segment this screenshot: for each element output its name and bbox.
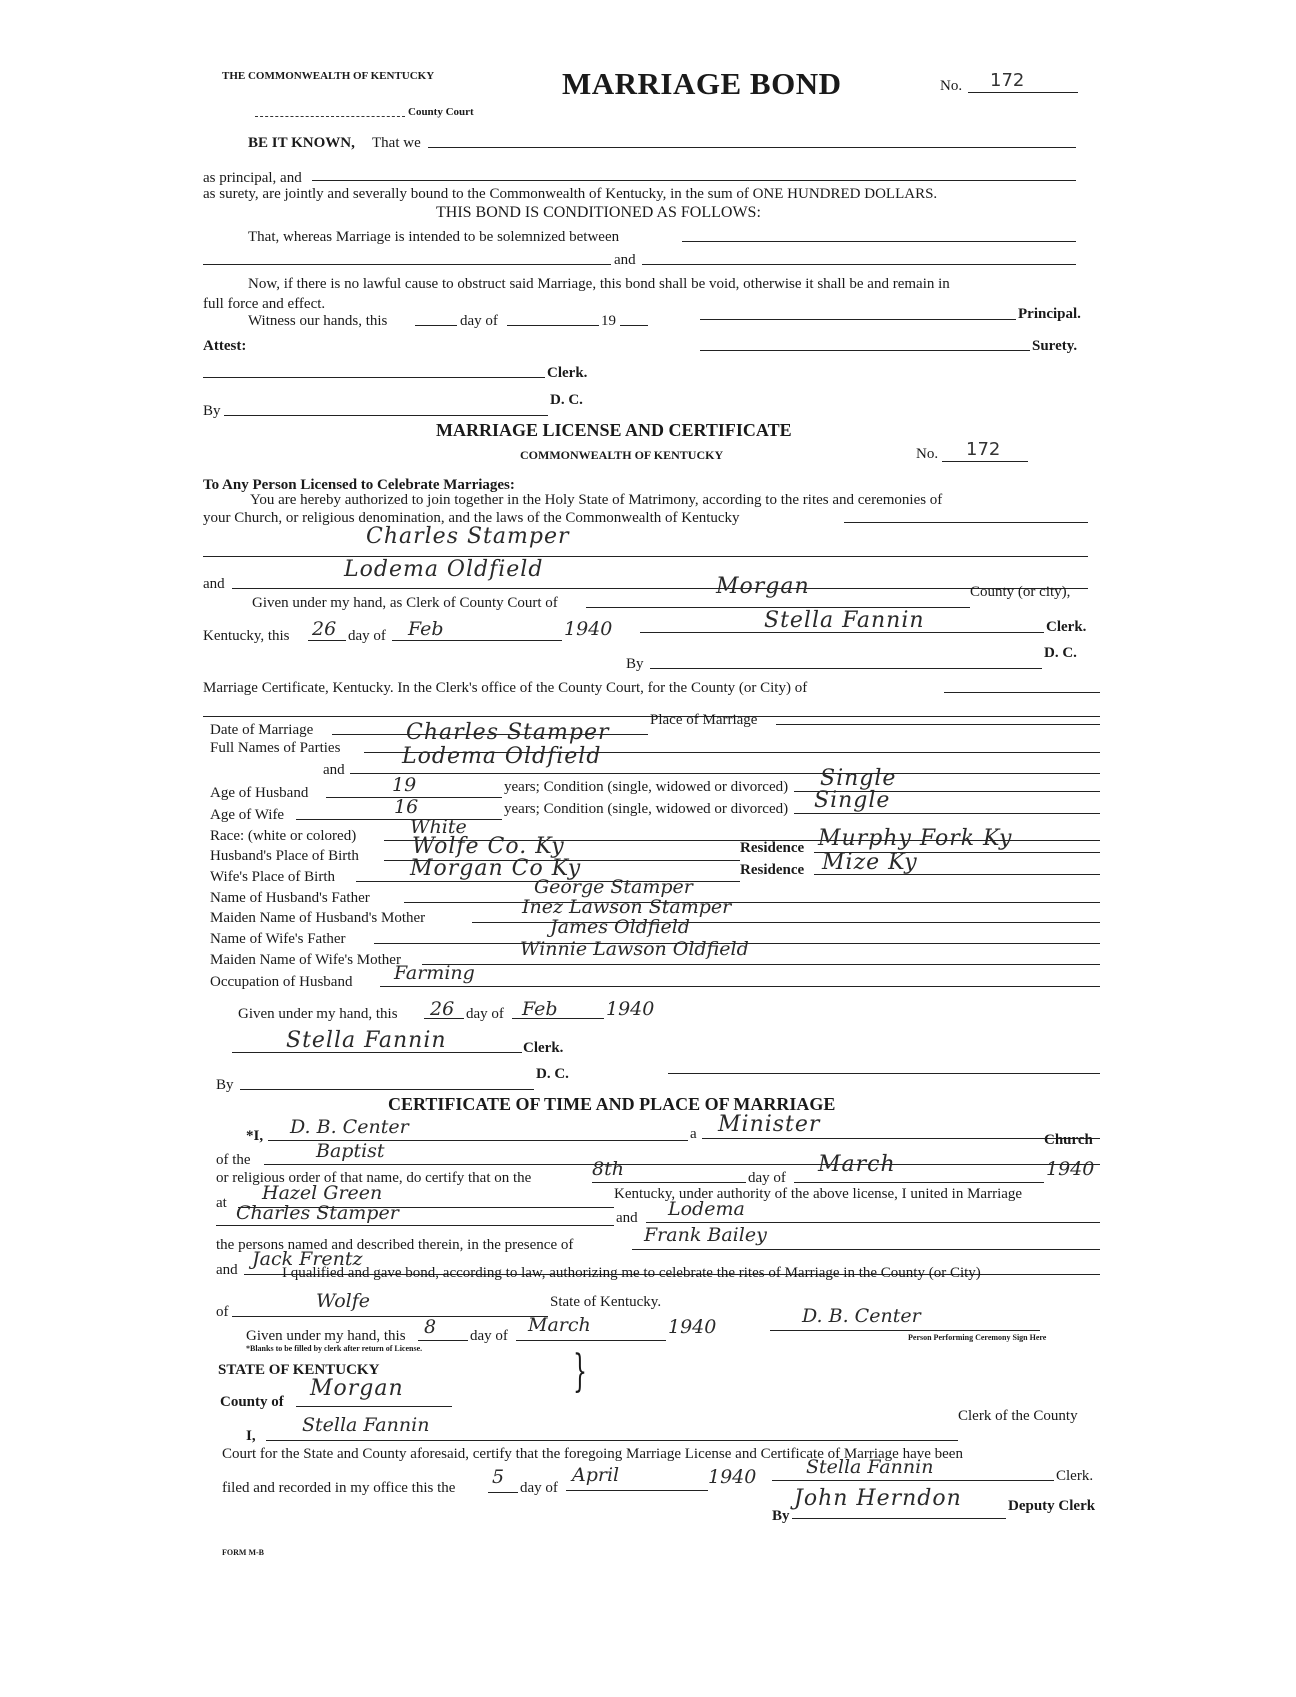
license-kentucky-this: Kentucky, this xyxy=(203,628,290,644)
bond-that-we: That we xyxy=(372,135,421,151)
tp-given-month: March xyxy=(528,1314,591,1336)
license-month: Feb xyxy=(408,618,444,640)
tp-given-year: 1940 xyxy=(668,1316,717,1338)
cert-bride: Lodema Oldfield xyxy=(402,744,602,769)
bond-year-prefix: 19 xyxy=(601,313,616,329)
cert-given-under: Given under my hand, this xyxy=(238,1006,398,1022)
rec-county-of: County of xyxy=(220,1394,284,1410)
cert-age-wife-label: Age of Wife xyxy=(210,807,285,823)
tp-county: Wolfe xyxy=(316,1290,371,1312)
bond-day-of: day of xyxy=(460,313,498,329)
cert-by: By xyxy=(216,1077,234,1093)
tp-bride: Lodema xyxy=(668,1198,745,1220)
tp-persons-named: the persons named and described therein, in the presence of xyxy=(216,1237,574,1253)
tp-i: *I, xyxy=(246,1128,264,1144)
tp-kentucky-authority: Kentucky, under authority of the above license, I united in Marriage xyxy=(614,1186,1023,1202)
license-authorized-1: You are hereby authorized to join together in the Holy State of Matrimony, according to the rites and ceremonies of xyxy=(250,492,943,508)
tp-minister-name: D. B. Center xyxy=(290,1116,409,1138)
tp-and-witness: and xyxy=(216,1262,238,1278)
cert-race: White xyxy=(410,816,467,838)
rec-by: By xyxy=(772,1508,790,1524)
tp-day: 8th xyxy=(592,1158,624,1180)
license-clerk-signature: Stella Fannin xyxy=(764,608,925,633)
cert-husband-father: George Stamper xyxy=(534,876,693,898)
bond-witness: Witness our hands, this xyxy=(248,313,388,329)
cert-husband-age: 19 xyxy=(392,774,417,796)
cert-month: Feb xyxy=(522,998,558,1020)
cert-husband-mother: Inez Lawson Stamper xyxy=(522,896,732,918)
license-and: and xyxy=(203,576,225,592)
tp-given-day-of: day of xyxy=(470,1328,508,1344)
rec-clerk-of-county: Clerk of the County xyxy=(958,1408,1078,1424)
rec-clerk-name: Stella Fannin xyxy=(302,1414,430,1436)
cert-wife-residence: Mize Ky xyxy=(822,850,918,875)
tp-church: Church xyxy=(1044,1132,1093,1148)
license-no-value: 172 xyxy=(966,439,1001,460)
tp-order-text: or religious order of that name, do certify that on the xyxy=(216,1170,532,1186)
cert-husband-condition: Single xyxy=(820,766,897,791)
cert-husband-residence: Murphy Fork Ky xyxy=(818,826,1013,851)
cert-and: and xyxy=(323,762,345,778)
rec-day-of: day of xyxy=(520,1480,558,1496)
license-county: Morgan xyxy=(716,574,810,599)
cert-husband-residence-label: Residence xyxy=(740,840,805,856)
cert-wife-age: 16 xyxy=(394,796,419,818)
rec-form: FORM M-B xyxy=(222,1548,264,1557)
license-day-of: day of xyxy=(348,628,386,644)
rec-filed-text: filed and recorded in my office this the xyxy=(222,1480,456,1496)
tp-state-ky: State of Kentucky. xyxy=(550,1294,662,1310)
license-by: By xyxy=(626,656,644,672)
tp-denomination: Baptist xyxy=(316,1140,385,1162)
tp-witness2: Jack Frentz xyxy=(252,1248,363,1270)
cert-wife-birth-label: Wife's Place of Birth xyxy=(210,869,335,885)
tp-person-performing: Person Performing Ceremony Sign Here xyxy=(908,1333,1047,1342)
bond-no-label: No. xyxy=(940,78,963,94)
tp-place: Hazel Green xyxy=(262,1182,383,1204)
cert-occupation-label: Occupation of Husband xyxy=(210,974,353,990)
cert-occupation: Farming xyxy=(394,962,475,984)
bond-and: and xyxy=(614,252,636,268)
rec-clerk-signature: Stella Fannin xyxy=(806,1456,934,1478)
tp-day-of: day of xyxy=(748,1170,786,1186)
license-given-under: Given under my hand, as Clerk of County Court of xyxy=(252,595,558,611)
tp-given-under: Given under my hand, this xyxy=(246,1328,406,1344)
license-authorized-2: your Church, or religious denomination, and the laws of the Commonwealth of Kentucky xyxy=(203,510,740,526)
cert-age-husband-label: Age of Husband xyxy=(210,785,309,801)
cert-wife-father: James Oldfield xyxy=(550,916,690,938)
cert-dc: D. C. xyxy=(536,1066,569,1082)
tp-month: March xyxy=(818,1152,896,1177)
rec-month: April xyxy=(572,1464,620,1486)
bond-principal: Principal. xyxy=(1018,306,1081,322)
tp-year: 1940 xyxy=(1046,1158,1095,1180)
cert-wife-condition: Single xyxy=(814,788,891,813)
rec-day: 5 xyxy=(492,1466,505,1488)
cert-date-label: Date of Marriage xyxy=(210,722,314,738)
tp-of: of xyxy=(216,1304,229,1320)
bond-dc: D. C. xyxy=(550,392,583,408)
license-commonwealth: COMMONWEALTH OF KENTUCKY xyxy=(520,448,724,462)
cert-full-names-label: Full Names of Parties xyxy=(210,740,341,756)
license-bride: Lodema Oldfield xyxy=(344,557,544,582)
cert-year: 1940 xyxy=(606,998,655,1020)
tp-groom: Charles Stamper xyxy=(236,1202,399,1224)
license-groom: Charles Stamper xyxy=(366,524,570,549)
rec-clerk: Clerk. xyxy=(1056,1468,1094,1484)
license-to-any: To Any Person Licensed to Celebrate Marriages: xyxy=(203,477,515,493)
cert-wife-mother: Winnie Lawson Oldfield xyxy=(520,938,749,960)
tp-title: CERTIFICATE OF TIME AND PLACE OF MARRIAGE xyxy=(388,1094,836,1114)
bond-county-court: County Court xyxy=(408,106,474,118)
cert-husband-mother-label: Maiden Name of Husband's Mother xyxy=(210,910,426,926)
bond-by: By xyxy=(203,403,221,419)
bond-now-if: Now, if there is no lawful cause to obstruct said Marriage, this bond shall be void, otherwise it shall be and remain in xyxy=(248,276,950,292)
license-year: 1940 xyxy=(564,618,613,640)
cert-wife-residence-label: Residence xyxy=(740,862,805,878)
license-county-or-city: County (or city), xyxy=(970,584,1071,600)
bond-attest: Attest: xyxy=(203,338,247,354)
tp-given-day: 8 xyxy=(424,1316,437,1338)
rec-deputy-signature: John Herndon xyxy=(794,1486,962,1511)
cert-wife-mother-label: Maiden Name of Wife's Mother xyxy=(210,952,401,968)
tp-a: a xyxy=(690,1126,697,1142)
cert-wife-father-label: Name of Wife's Father xyxy=(210,931,346,947)
tp-at: at xyxy=(216,1195,227,1211)
cert-groom: Charles Stamper xyxy=(406,720,610,745)
license-title: MARRIAGE LICENSE AND CERTIFICATE xyxy=(436,420,792,440)
license-day: 26 xyxy=(312,618,337,640)
tp-signature: D. B. Center xyxy=(802,1305,921,1327)
bond-clerk: Clerk. xyxy=(547,365,588,381)
rec-i: I, xyxy=(246,1428,256,1444)
bond-full-force: full force and effect. xyxy=(203,296,326,312)
cert-clerk: Clerk. xyxy=(523,1040,564,1056)
bond-surety: Surety. xyxy=(1032,338,1078,354)
tp-and: and xyxy=(616,1210,638,1226)
rec-court-text: Court for the State and County aforesaid, certify that the foregoing Marriage License and Certificate of Marriage have been xyxy=(222,1446,963,1462)
cert-years-cond-husband: years; Condition (single, widowed or divorced) xyxy=(504,779,789,795)
cert-husband-birth-label: Husband's Place of Birth xyxy=(210,848,359,864)
tp-witness1: Frank Bailey xyxy=(644,1224,767,1246)
bond-conditioned: THIS BOND IS CONDITIONED AS FOLLOWS: xyxy=(436,204,761,221)
cert-race-label: Race: (white or colored) xyxy=(210,828,357,844)
tp-blanks-note: *Blanks to be filled by clerk after return of License. xyxy=(246,1344,423,1353)
rec-brace: } xyxy=(573,1346,587,1397)
rec-county: Morgan xyxy=(310,1376,404,1401)
bond-principal-and: as principal, and xyxy=(203,170,302,186)
cert-years-cond-wife: years; Condition (single, widowed or divorced) xyxy=(504,801,789,817)
license-dc: D. C. xyxy=(1044,645,1077,661)
cert-intro: Marriage Certificate, Kentucky. In the Clerk's office of the County Court, for the County (or City) of xyxy=(203,680,808,696)
bond-title: MARRIAGE BOND xyxy=(562,66,842,101)
bond-commonwealth: THE COMMONWEALTH OF KENTUCKY xyxy=(222,70,435,82)
license-no-label: No. xyxy=(916,446,939,462)
tp-qualified: I qualified and gave bond, according to law, authorizing me to celebrate the rites of Marriage in the County (or City) xyxy=(282,1265,981,1281)
cert-clerk-signature: Stella Fannin xyxy=(286,1028,447,1053)
cert-husband-birth: Wolfe Co. Ky xyxy=(412,834,565,859)
license-clerk: Clerk. xyxy=(1046,619,1087,635)
cert-place-label: Place of Marriage xyxy=(650,712,758,728)
cert-day-of: day of xyxy=(466,1006,504,1022)
tp-of-the: of the xyxy=(216,1152,251,1168)
cert-wife-birth: Morgan Co Ky xyxy=(410,856,582,881)
cert-husband-father-label: Name of Husband's Father xyxy=(210,890,370,906)
bond-whereas: That, whereas Marriage is intended to be solemnized between xyxy=(248,229,620,245)
rec-deputy-clerk: Deputy Clerk xyxy=(1008,1498,1096,1514)
rec-state: STATE OF KENTUCKY xyxy=(218,1362,380,1378)
cert-day: 26 xyxy=(430,998,455,1020)
bond-surety-line: as surety, are jointly and severally bound to the Commonwealth of Kentucky, in the sum of ONE HUNDRED DOLLARS. xyxy=(203,186,938,202)
rec-year: 1940 xyxy=(708,1466,757,1488)
bond-no-value: 172 xyxy=(990,70,1025,91)
tp-role: Minister xyxy=(718,1112,821,1137)
bond-be-it-known: BE IT KNOWN, xyxy=(248,135,355,151)
